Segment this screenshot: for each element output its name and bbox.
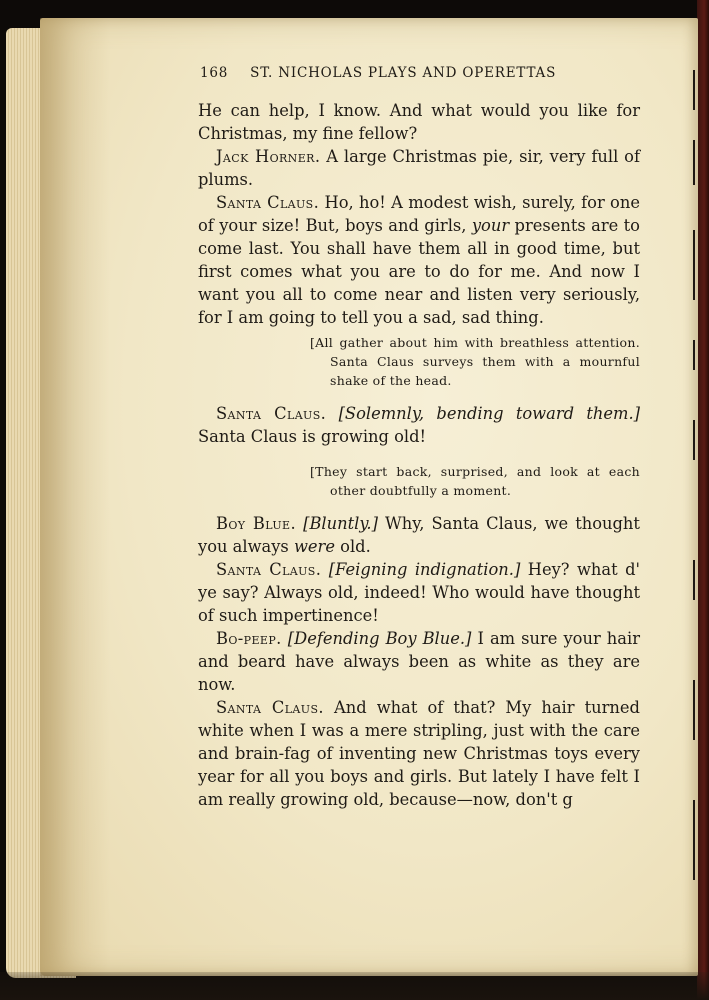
dialogue-jack-horner <box>198 145 640 191</box>
page-edge-mark <box>693 230 695 300</box>
dialogue-line: old. <box>340 537 371 556</box>
dialogue-line: A large Christmas pie, sir, very full of plums. <box>198 147 640 189</box>
speaker-name: Santa Claus. <box>216 404 327 423</box>
speaker-name: Santa Claus. <box>216 560 322 579</box>
stage-direction-inline: [Feigning indignation.] <box>328 560 521 579</box>
page-number: 168 <box>200 65 229 81</box>
dialogue-line: I am sure your hair and beard have always been as white as they are now. <box>198 629 640 694</box>
stage-direction: [They start back, surprised, and look at each other doubtfully a moment. <box>310 464 640 498</box>
dialogue-santa-claus <box>198 558 640 627</box>
emphasis: were <box>293 537 335 556</box>
page-edge-mark <box>693 340 695 370</box>
speaker-name: Jack Horner. <box>216 147 321 166</box>
page-text <box>198 62 640 811</box>
dialogue-line: Hey? what d' ye say? Always old, indeed! Who would have thought of such impertinence! <box>198 560 640 625</box>
paragraph: He can help, I know. And what would you like for Christmas, my fine fellow? <box>198 101 640 143</box>
speaker-name: Santa Claus. <box>216 193 320 212</box>
emphasis: your <box>471 216 510 235</box>
bottom-shadow <box>0 972 709 1000</box>
page-edge-mark <box>693 680 695 740</box>
page-edge-mark <box>693 420 695 460</box>
page-edge-mark <box>693 560 695 600</box>
gutter-shadow <box>40 18 110 976</box>
dialogue-bo-peep <box>198 627 640 696</box>
dialogue-santa-claus <box>198 696 640 811</box>
stage-direction-inline: [Bluntly.] <box>303 514 378 533</box>
dialogue-line: Santa Claus is growing old! <box>198 427 427 446</box>
dialogue-santa-claus <box>198 191 640 329</box>
dialogue-line: And what of that? My hair turned white when I was a mere stripling, just with the care and brain-fag of inventing new Christmas toys every year for all you boys and girls. But lately I have felt I am really growing old, because—now, don't g <box>198 698 640 809</box>
page-edge-mark <box>693 70 695 110</box>
running-title: ST. NICHOLAS PLAYS AND OPERETTAS <box>250 65 557 81</box>
dialogue-line: Ho, ho! A modest wish, surely, for one of your size! But, boys and girls, <box>198 193 640 235</box>
dialogue-line: presents are to come last. You shall have them all in good time, but first comes what you are to do for me. And now I want you all to come near and listen very seriously, for I am going to tell you a sad, sad thing. <box>198 216 640 327</box>
stage-direction-inline: [Solemnly, bending toward them.] <box>338 404 640 423</box>
book-cover-edge <box>697 0 709 1000</box>
stage-direction-inline: [Defending Boy Blue.] <box>287 629 472 648</box>
speaker-name: Boy Blue. <box>216 514 297 533</box>
stage-direction: [All gather about him with breathless attention. Santa Claus surveys them with a mournful shake of the head. <box>310 335 640 388</box>
running-header <box>200 62 640 85</box>
page-edge-mark <box>693 800 695 880</box>
page-edge-mark <box>693 140 695 185</box>
dialogue-line: Why, Santa Claus, we thought you always <box>198 514 640 556</box>
speaker-name: Santa Claus. <box>216 698 324 717</box>
speaker-name: Bo-peep. <box>216 629 282 648</box>
dialogue-santa-claus <box>198 402 640 448</box>
dialogue-boy-blue <box>198 512 640 558</box>
